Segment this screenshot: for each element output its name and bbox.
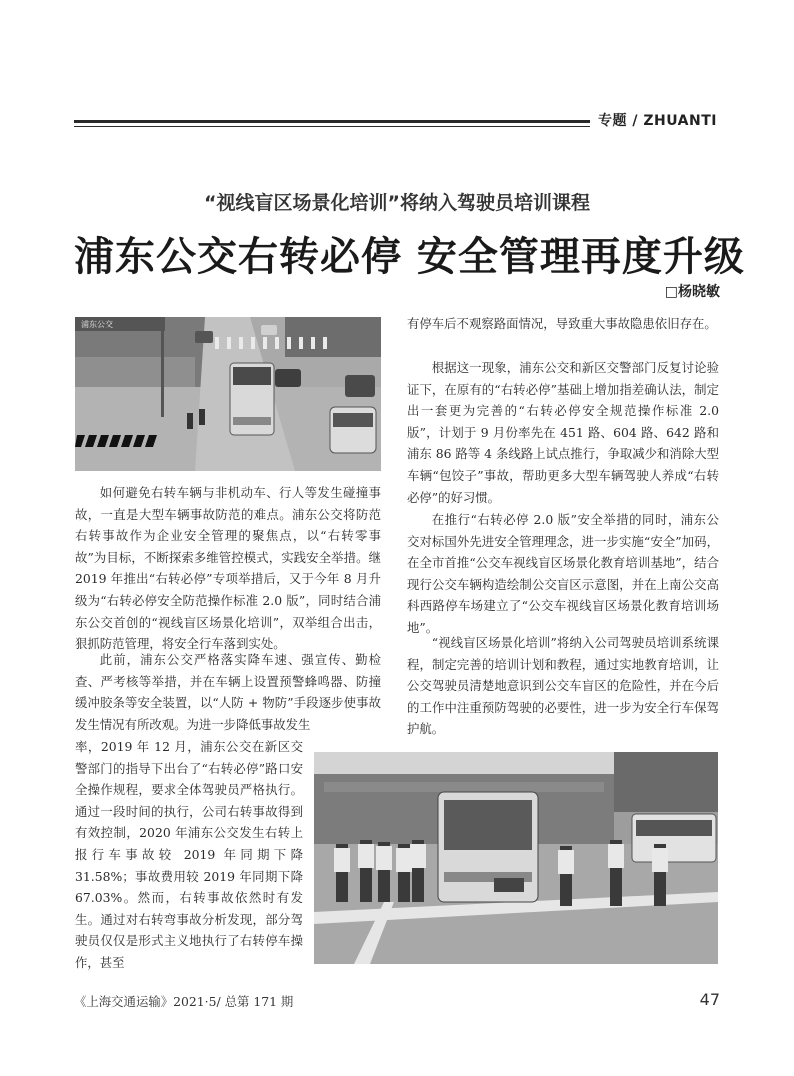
paragraph-continued: 有停车后不观察路面情况，导致重大事故隐患依旧存在。 [407, 316, 717, 331]
training-site-photo [314, 752, 718, 964]
article-title: 浦东公交右转必停 安全管理再度升级 [74, 233, 745, 280]
paragraph-solution: 根据这一现象，浦东公交和新区交警部门反复讨论验证下，在原有的“右转必停”基础上增加指差确认法，制定出一套更为完善的“右转必停安全规范操作标准 2.0 版”，计划于 9 月份率先在 451 路、604 路、642 路和浦东 86 路等 4 条线路上试点推行，争取减少和消除大型车辆“包饺子”事故，帮助更多大型车辆驾驶人养成“右转必停”的好习惯。 [407, 360, 719, 505]
article-author: □杨晓敏 [664, 284, 720, 300]
journal-citation: 《上海交通运输》2021·5/ 总第 171 期 [74, 994, 294, 1009]
paragraph-training-base: 在推行“右转必停 2.0 版”安全举措的同时，浦东公交对标国外先进安全管理理念，进一步实施“安全”加码，在全市首推“公交车视线盲区场景化教育培训基地”，结合现行公交车辆构造绘制公交盲区示意图，并在上南公交高科西路停车场建立了“公交车视线盲区场景化教育培训场地”。 [407, 512, 719, 635]
article-subtitle: “视线盲区场景化培训”将纳入驾驶员培训课程 [204, 192, 590, 214]
paragraph-course: “视线盲区场景化培训”将纳入公司驾驶员培训系统课程，制定完善的培训计划和教程，通过实地教育培训，让公交驾驶员清楚地意识到公交车盲区的危险性，并在今后的工作中注重预防驾驶的必要性，进一步为安全行车保驾护航。 [407, 635, 719, 737]
paragraph-background: 此前，浦东公交严格落实降车速、强宣传、勤检查、严考核等举措，并在车辆上设置预警蜂鸣器、防撞缓冲胶条等安全装置，以“人防 + 物防”手段逐步使事故发生情况有所改观。为进一步降低事故发生 [75, 652, 381, 732]
photo-watermark: 浦东公交 [81, 320, 113, 329]
section-label: 专题 / ZHUANTI [598, 113, 717, 129]
paragraph-background-cont: 率，2019 年 12 月，浦东公交在新区交警部门的指导下出台了“右转必停”路口安全操作规程，要求全体驾驶员严格执行。通过一段时间的执行，公司右转事故得到有效控制，2020 年浦东公交发生右转上报行车事故较 2019 年同期下降 31.58%；事故费用较 2019 年同期下降 67.03%。然而，右转事故依然时有发生。通过对右转弯事故分析发现，部分驾驶员仅仅是形式主义地执行了右转停车操作，甚至 [75, 739, 303, 970]
header-rule-thin [74, 126, 590, 127]
header-rule [74, 120, 590, 123]
street-intersection-photo [75, 317, 381, 471]
paragraph-intro: 如何避免右转车辆与非机动车、行人等发生碰撞事故，一直是大型车辆事故防范的难点。浦东公交将防范右转事故作为企业安全管理的聚焦点，以“右转零事故”为目标，不断探索多维管控模式，实践安全举措。继 2019 年推出“右转必停”专项举措后，又于今年 8 月升级为“右转必停安全防范操作标准 2.0 版”，同时结合浦东公交首创的“视线盲区场景化培训”，双举组合出击，狠抓防范管理，将安全行车落到实处。 [75, 485, 381, 652]
page-number: 47 [699, 990, 720, 1009]
